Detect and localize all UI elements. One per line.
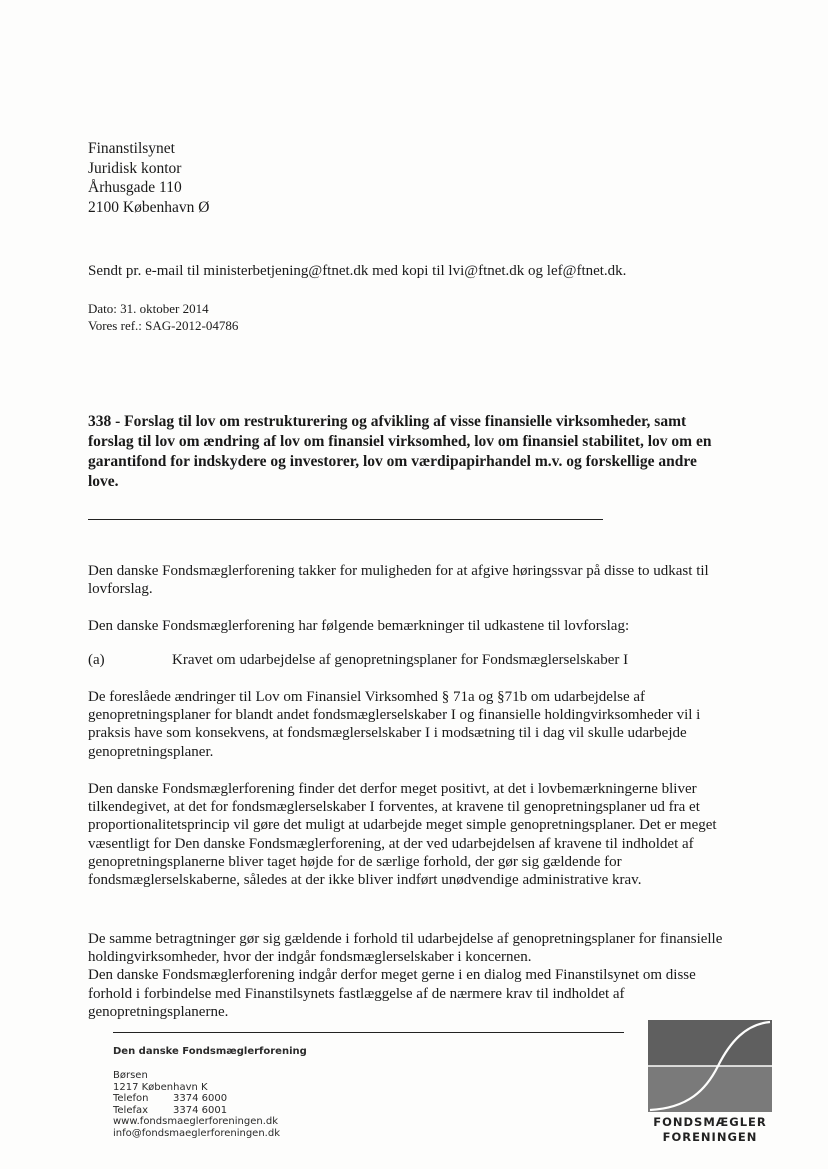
sent-by-email-line: Sendt pr. e-mail til ministerbetjening@ftnet.dk med kopi til lvi@ftnet.dk og lef@ftnet.dk. bbox=[88, 263, 627, 279]
footer-fax bbox=[113, 1105, 280, 1117]
list-item-label: (a) bbox=[88, 652, 105, 668]
paragraph-thanks: Den danske Fondsmæglerforening takker for muligheden for at afgive høringssvar på disse to udkast til lovforslag. bbox=[88, 563, 709, 598]
list-item bbox=[88, 652, 628, 669]
reference-line: Vores ref.: SAG-2012-04786 bbox=[88, 318, 239, 333]
footer-organization: Den danske Fondsmæglerforening bbox=[113, 1046, 307, 1057]
recipient-department: Juridisk kontor bbox=[88, 159, 182, 177]
recipient-street: Århusgade 110 bbox=[88, 179, 182, 196]
paragraph-remarks-intro: Den danske Fondsmæglerforening har følgende bemærkninger til udkastene til lovforslag: bbox=[88, 618, 630, 634]
footer-address-line2: 1217 København K bbox=[113, 1081, 208, 1093]
footer-fax-label: Telefax bbox=[113, 1104, 149, 1116]
date-line: Dato: 31. oktober 2014 bbox=[88, 301, 209, 316]
subject-divider bbox=[88, 519, 603, 520]
recipient-city: 2100 København Ø bbox=[88, 198, 210, 216]
footer-address-line1: Børsen bbox=[113, 1070, 148, 1081]
footer-contact bbox=[113, 1070, 280, 1140]
footer-phone-label: Telefon bbox=[113, 1093, 149, 1105]
paragraph-holding bbox=[88, 930, 724, 1021]
footer-divider bbox=[113, 1032, 624, 1033]
list-item-text: Kravet om udarbejdelse af genopretningsplaner for Fondsmæglerselskaber I bbox=[172, 652, 629, 668]
paragraph-assessment: Den danske Fondsmæglerforening finder det derfor meget positivt, at det i lovbemærkningerne bliver tilkendegivet, at det for fondsmæglerselskaber I forventes, at kravene til genopretningsplaner ud fra et proportionalitetsprincip vil gøre det muligt at udarbejde meget simple genopretningsplaner. Det er meget væsentligt for Den danske Fondsmæglerforening, at der ved udarbejdelsen af kravene til indholdet af genopretningsplanerne bliver taget højde for de særlige forhold, der gør sig gældende for fondsmæglerselskaberne, således at der ikke bliver indført unødvendige administrative krav. bbox=[88, 781, 717, 889]
subject-heading: 338 - Forslag til lov om restrukturering og afvikling af visse finansielle virksomheder, samt forslag til lov om ændring af lov om finansiel virksomhed, lov om finansiel stabilitet, lov om en garantifond for indskydere og investorer, lov om værdipapirhandel m.v. og forskellige andre love. bbox=[88, 413, 712, 490]
footer-fax-number: 3374 6001 bbox=[173, 1104, 228, 1116]
footer-email: info@fondsmaeglerforeningen.dk bbox=[113, 1127, 280, 1139]
fondsmaegler-logo-icon bbox=[648, 1020, 772, 1112]
paragraph-holding-part2: Den danske Fondsmæglerforening indgår derfor meget gerne i en dialog med Finanstilsynet om disse forhold i forbindelse med Finanstilsynets fastlæggelse af de nærmere krav til indholdet af genopretningsplanerne. bbox=[88, 967, 696, 1020]
paragraph-holding-part1: De samme betragtninger gør sig gældende i forhold til udarbejdelse af genopretningsplaner for finansielle holdingvirksomheder, hvor der indgår fondsmæglerselskaber i koncernen. bbox=[88, 931, 723, 966]
footer-phone bbox=[113, 1093, 280, 1105]
recipient-address bbox=[88, 139, 209, 217]
paragraph-proposed-changes: De foreslåede ændringer til Lov om Finansiel Virksomhed § 71a og §71b om udarbejdelse af genopretningsplaner for blandt andet fondsmæglerselskaber I og finansielle holdingvirksomheder vil i praksis have som konsekvens, at fondsmæglerselskaber I i modsætning til i dag vil skulle udarbejde genopretningsplaner. bbox=[88, 689, 701, 760]
footer-phone-number: 3374 6000 bbox=[173, 1093, 228, 1105]
recipient-name: Finanstilsynet bbox=[88, 140, 175, 157]
letter-meta bbox=[88, 300, 238, 334]
logo-wordmark-line1: FONDSMÆGLER bbox=[653, 1115, 767, 1129]
logo-wordmark bbox=[640, 1115, 780, 1145]
logo-wordmark-line2: FORENINGEN bbox=[662, 1130, 758, 1144]
footer-website: www.fondsmaeglerforeningen.dk bbox=[113, 1116, 279, 1128]
